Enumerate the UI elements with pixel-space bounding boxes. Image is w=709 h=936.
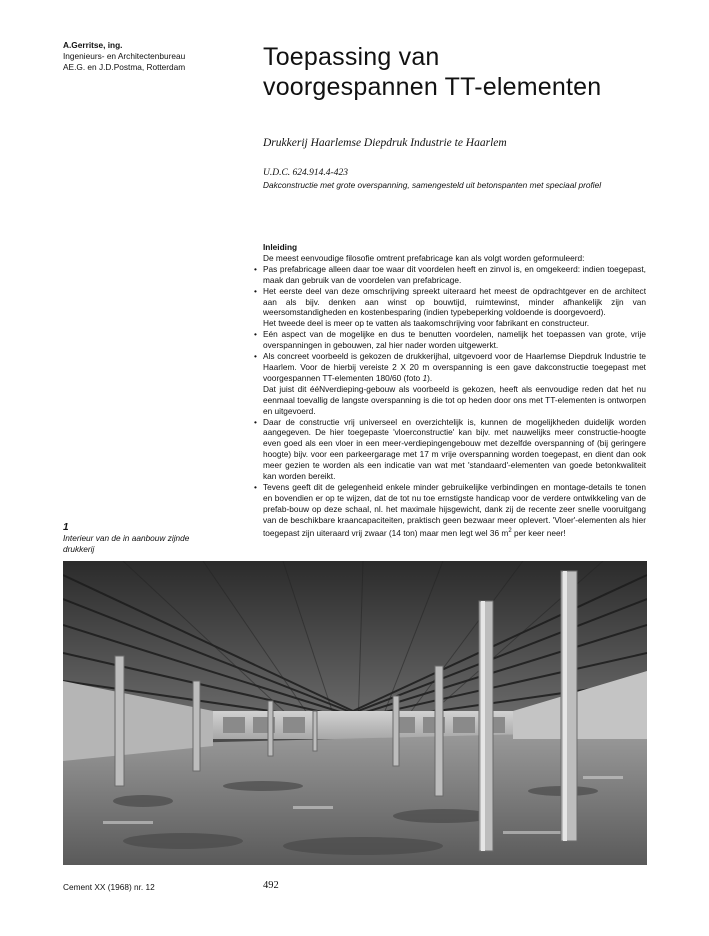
journal-reference: Cement XX (1968) nr. 12: [63, 882, 155, 892]
bullet-paragraph: [263, 482, 646, 538]
author-name: A.Gerritse, ing.: [63, 40, 123, 50]
bullet-text-end: per keer neer!: [511, 527, 566, 538]
section-heading: Inleiding: [263, 242, 298, 252]
bullet-paragraph: • Pas prefabricage alleen daar toe waar dit voordelen heeft en zinvol is, en omgekeerd: indien toegepast, maak dan gebruik van de voordelen van prefabricage.: [263, 264, 646, 286]
bullet-text: Tevens geeft dit de gelegenheid enkele minder gebruikelijke verbindingen en montage-details te tonen en bovendien er op te wijzen, dat de tot nu toe ernstigste handicap voor de verdere ontwikkeling van de prefab-bouw op deze schaal, nl. het maximale hijsgewicht, dank zij de recente zeer snelle vooruitgang van de beschikbare kraancapaciteiten, praktisch geen bezwaar meer oplevert. 'Vloer'-elementen als hier toegepast zijn uiteraard vrij zwaar (14 ton) maar men legt wel 36 m: [263, 481, 646, 538]
figure-caption-text: Interieur van de in aanbouw zijnde drukkerij: [63, 533, 190, 554]
bullet-paragraph: • Eén aspect van de mogelijke en dus te benutten voordelen, namelijk het toepassen van grote, vrije overspanningen in gebouwen, zal hier nader worden uitgewerkt.: [263, 329, 646, 351]
figure-number: 1: [63, 522, 69, 533]
article-title: [263, 42, 683, 102]
article-title-line2: voorgespannen TT-elementen: [263, 73, 602, 101]
interior-photo: [63, 561, 647, 865]
page-number: 492: [263, 880, 279, 891]
superscript: 2: [508, 527, 512, 534]
author-block: [63, 40, 243, 73]
intro-paragraph: De meest eenvoudige filosofie omtrent prefabricage kan als volgt worden geformuleerd:: [263, 252, 585, 263]
article-body: [263, 242, 646, 538]
udc-code: U.D.C. 624.914.4-423: [263, 168, 348, 178]
author-firm-names: AE.G. en J.D.Postma, Rotterdam: [63, 62, 186, 72]
paragraph: Het tweede deel is meer op te vatten als taakomschrijving voor fabrikant en constructeur.: [263, 318, 590, 329]
bullet-text-end: ).: [427, 372, 433, 383]
udc-description: Dakconstructie met grote overspanning, samengesteld uit betonspanten met speciaal profiel: [263, 180, 602, 190]
article-title-line1: Toepassing van: [263, 43, 440, 71]
article-subtitle: Drukkerij Haarlemse Diepdruk Industrie te Haarlem: [263, 137, 507, 149]
figure-caption: [63, 522, 213, 555]
author-firm: Ingenieurs- en Architectenbureau: [63, 51, 186, 61]
bullet-paragraph: [263, 351, 646, 384]
bullet-paragraph: • Daar de constructie vrij universeel en overzichtelijk is, kunnen de mogelijkheden duidelijk worden aangegeven. De hier toegepaste 'vloerconstructie' kan bijv. met nauwelijks meer constructie-hoogte even goed als een vloer in een meer-verdiepingengebouw met dezelfde overspanning of (bij geringere hoogte) bijv. voor een parkeergarage met 17 m vrije overspanning worden toegepast, en dient dan ook meer gezien te worden als een indicatie van wat met 'standaard'-elementen van goede betonkwaliteit kan worden bereikt.: [263, 417, 646, 482]
paragraph: Dat juist dit ééNverdieping-gebouw als voorbeeld is gekozen, heeft als eenvoudige reden dat het nu eenmaal toevallig de langste overspanning is die tot op heden door ons met TT-elementen is ontworpen en uitgevoerd.: [263, 383, 646, 416]
bullet-paragraph: • Het eerste deel van deze omschrijving spreekt uiteraard het meest de opdrachtgever en de architect aan als bijv. denken aan winst op bouwtijd, ruimtewinst, minder afhankelijk zijn van weersomstandigheden en kostenbesparing (indien typebeperking voldoende is doorgevoerd).: [263, 286, 646, 319]
photo-reference: 1: [422, 372, 428, 383]
bullet-text: Als concreet voorbeeld is gekozen de drukkerijhal, uitgevoerd voor de Haarlemse Diepdruk Industrie te Haarlem. Voor de hierbij vereiste 2 X 20 m overspanning is een gave dakconstructie toegepast met voorgespannen TT-elementen 180/60 (foto: [263, 351, 646, 383]
